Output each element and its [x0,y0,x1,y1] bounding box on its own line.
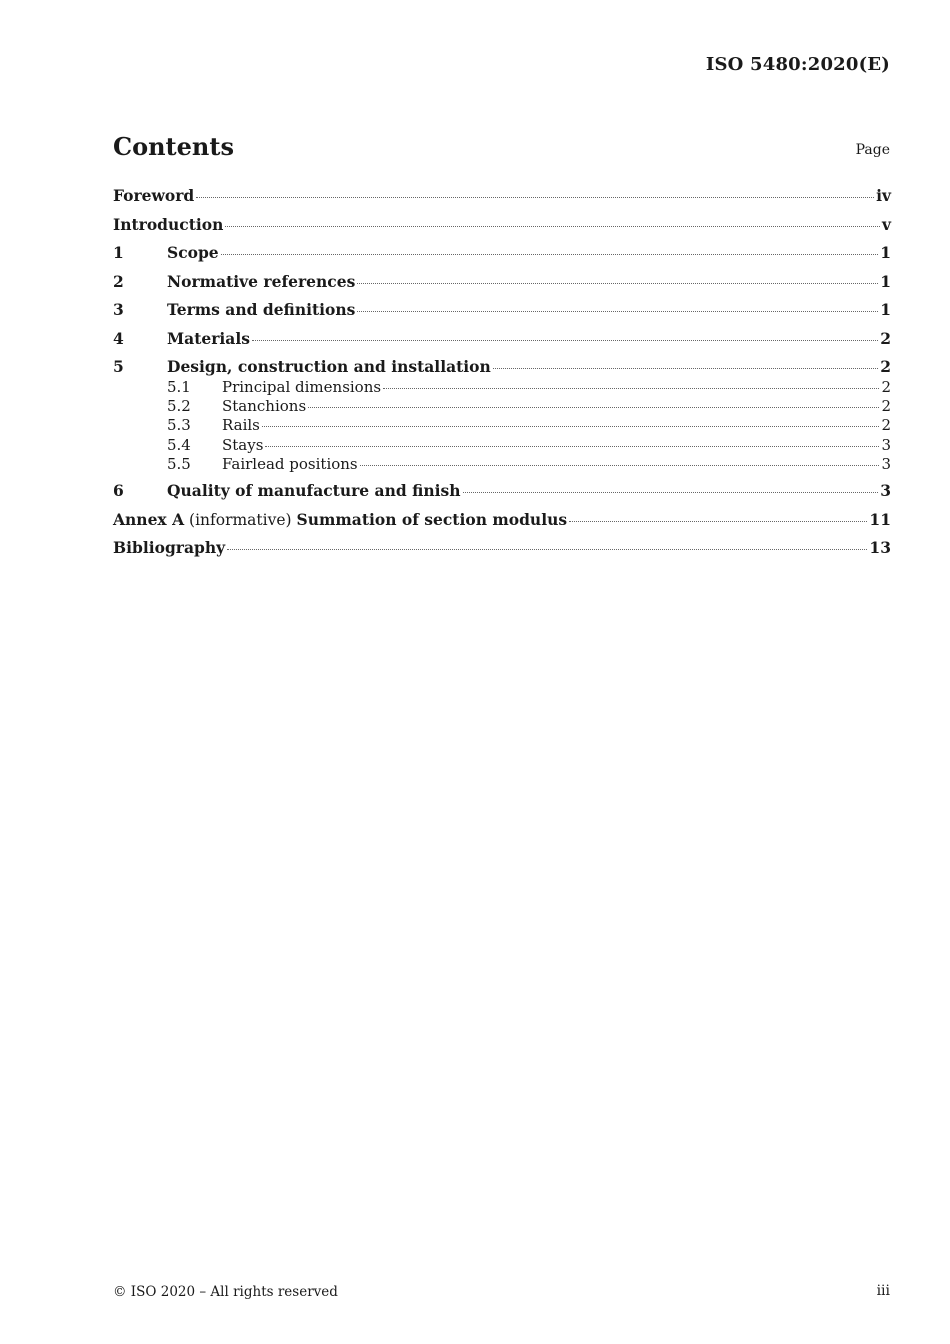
toc-subentry-page: 3 [881,435,891,454]
toc-subentry-5-5[interactable] [113,455,891,474]
toc-entry-label: Scope [167,243,219,262]
annex-informative-tag: (informative) [184,510,297,529]
toc-entry-page: 3 [880,481,891,501]
annex-title: Summation of section modulus [296,509,568,529]
toc-entry-design[interactable] [113,356,891,378]
toc-subentry-label: Rails [222,416,260,435]
dot-leader [308,407,879,408]
toc-entry-label: Bibliography [113,538,226,558]
toc-subentry-label: Principal dimensions [222,378,382,396]
annex-prefix: Annex A [113,509,185,529]
toc-subentry-page: 3 [881,454,891,473]
dot-leader [357,283,878,284]
toc-entry-page: iv [876,186,891,205]
toc-entry-page: 11 [869,509,891,529]
toc-entry-number: 2 [113,271,124,291]
toc-entry-number: 5 [113,357,124,376]
toc-subentry-page: 2 [881,416,891,435]
toc-subentry-5-2[interactable] [113,397,891,416]
toc-entry-page: 13 [869,538,891,558]
toc-subentry-number: 5.4 [167,435,191,454]
toc-subentry-5-3[interactable] [113,416,891,435]
page-column-label: Page [855,142,890,158]
toc-entry-bibliography[interactable] [113,537,891,559]
contents-heading: Contents [113,132,234,161]
dot-leader [360,465,880,466]
toc-entry-page: v [881,214,891,234]
toc-entry-label: Quality of manufacture and finish [167,481,461,501]
toc-entry-normative-references[interactable] [113,271,891,293]
document-id: ISO 5480:2020(E) [705,54,890,75]
toc-entry-introduction[interactable] [113,214,891,236]
toc-entry-label: Foreword [113,186,195,205]
dot-leader [196,197,874,198]
toc-entry-quality[interactable] [113,480,891,502]
dot-leader [252,340,878,341]
toc-entry-page: 2 [880,328,891,348]
toc-entry-number: 3 [113,300,124,319]
toc-subentry-5-4[interactable] [113,436,891,455]
toc-entry-number: 1 [113,243,124,262]
toc-entry-page: 2 [880,357,891,376]
dot-leader [463,492,879,493]
dot-leader [221,254,879,255]
toc-entry-label: Introduction [113,214,224,234]
toc-subentry-page: 2 [881,378,891,396]
dot-leader [265,446,879,447]
dot-leader [225,226,880,227]
toc-subentry-number: 5.5 [167,454,191,473]
copyright-notice: © ISO 2020 – All rights reserved [113,1284,338,1300]
toc-subentry-5-1[interactable] [113,378,891,397]
dot-leader [493,368,878,369]
toc-subentry-number: 5.2 [167,397,191,416]
table-of-contents [113,185,891,559]
dot-leader [383,388,879,389]
page-number: iii [876,1283,890,1299]
dot-leader [357,311,878,312]
toc-entry-number: 6 [113,481,124,501]
toc-entry-label: Materials [167,328,250,348]
toc-entry-page: 1 [880,271,891,291]
dot-leader [227,549,867,550]
toc-entry-page: 1 [880,300,891,319]
toc-entry-materials[interactable] [113,328,891,350]
toc-entry-label [113,509,567,531]
toc-subentry-label: Fairlead positions [222,454,358,473]
toc-subentry-page: 2 [881,397,891,416]
toc-entry-foreword[interactable] [113,185,891,207]
toc-subentry-label: Stanchions [222,397,307,416]
toc-entry-annex-a[interactable] [113,509,891,531]
toc-entry-label: Design, construction and installation [167,357,491,376]
toc-entry-page: 1 [880,243,891,262]
toc-subentry-number: 5.1 [167,378,191,396]
dot-leader [569,521,867,522]
toc-entry-terms-definitions[interactable] [113,299,891,321]
toc-entry-label: Terms and definitions [167,300,356,319]
toc-subentry-number: 5.3 [167,416,191,435]
toc-entry-label: Normative references [167,271,356,291]
toc-entry-number: 4 [113,328,124,348]
toc-subentry-label: Stays [222,435,264,454]
dot-leader [262,426,880,427]
toc-entry-scope[interactable] [113,242,891,264]
